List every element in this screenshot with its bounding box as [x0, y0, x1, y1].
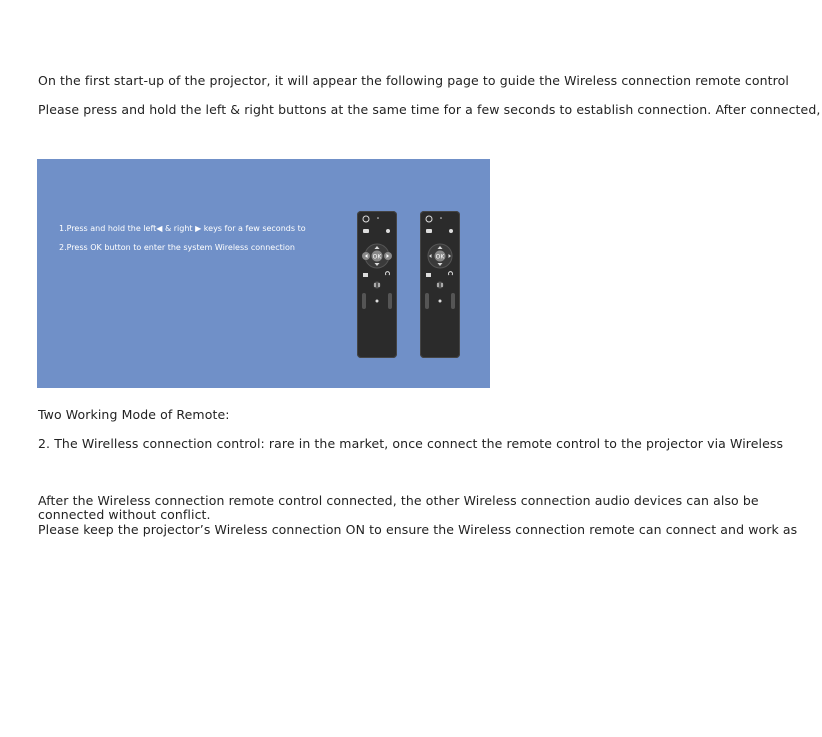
mode-2-text: 2. The Wirelless connection control: rare in the market, once connect the remote control to the projector via Wireless [38, 436, 784, 451]
after-connection-text: After the Wireless connection remote control connected, the other Wireless connection audio devices can also be connected without conflict. [38, 493, 759, 522]
step-1-suffix: keys for a few seconds to [201, 224, 306, 233]
left-arrow-icon: ◀ [156, 224, 163, 233]
step-1-text [59, 224, 306, 234]
ok-button-label: OK [372, 253, 382, 261]
remote-control-left [357, 211, 397, 358]
remote-control-right [420, 211, 460, 358]
intro-text: On the first start-up of the projector, it will appear the following page to guide the Wireless connection remote control [38, 73, 789, 88]
step-2-text: 2.Press OK button to enter the system Wireless connection [59, 243, 295, 252]
keep-on-text: Please keep the projector’s Wireless connection ON to ensure the Wireless connection remote can connect and work as [38, 522, 798, 537]
modes-heading: Two Working Mode of Remote: [38, 407, 230, 422]
step-1-prefix: 1.Press and hold the left [59, 224, 157, 233]
instruction-text: Please press and hold the left & right buttons at the same time for a few seconds to establish connection. After connected, [38, 102, 821, 117]
right-arrow-icon: ▶ [195, 224, 202, 233]
ok-button-label: OK [435, 253, 445, 261]
setup-screen-image [37, 159, 490, 388]
step-1-mid: & right [162, 224, 196, 233]
